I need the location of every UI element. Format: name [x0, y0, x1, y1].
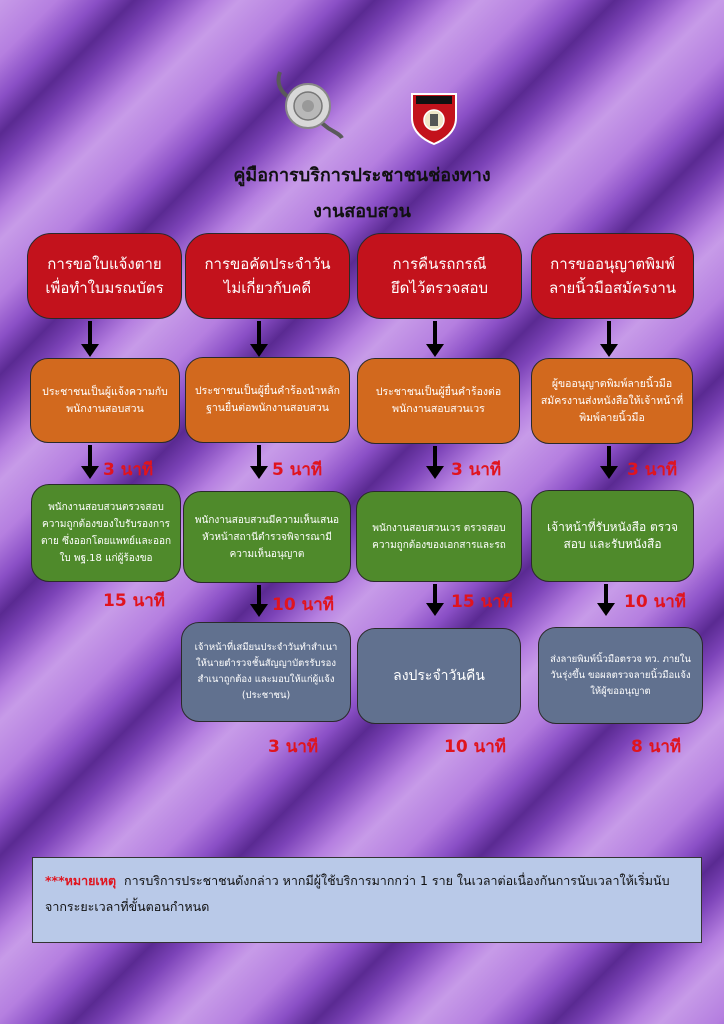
flow-arrow: [88, 445, 92, 467]
step-box: เจ้าหน้าที่รับหนังสือ ตรวจสอบ และรับหนังสือ: [531, 490, 694, 582]
step-time: 3 นาที: [103, 460, 154, 480]
flow-arrow: [433, 446, 437, 467]
step-box: ผู้ขออนุญาตพิมพ์ลายนิ้วมือสมัครงานส่งหนังสือให้เจ้าหน้าที่พิมพ์ลายนิ้วมือ: [531, 358, 693, 444]
step-box: ประชาชนเป็นผู้ยื่นคำร้องนำหลักฐานยื่นต่อพนักงานสอบสวน: [185, 357, 350, 443]
step-time: 8 นาที: [631, 737, 682, 757]
step-box: ลงประจำวันคืน: [357, 628, 521, 724]
step-box: พนักงานสอบสวนเวร ตรวจสอบความถูกต้องของเอกสารและรถ: [356, 491, 522, 582]
flow-arrow: [607, 446, 611, 467]
service-title-daily-record: การขอคัดประจำวัน ไม่เกี่ยวกับคดี: [185, 233, 350, 319]
step-time: 5 นาที: [272, 460, 323, 480]
flow-arrow: [257, 585, 261, 605]
service-title-fingerprint: การขออนุญาตพิมพ์ ลายนิ้วมือสมัครงาน: [531, 233, 694, 319]
step-box: พนักงานสอบสวนมีความเห็นเสนอหัวหน้าสถานีตำรวจพิจารณามีความเห็นอนุญาต: [183, 491, 351, 583]
step-box: เจ้าหน้าที่เสมียนประจำวันทำสำเนาให้นายตำรวจชั้นสัญญาบัตรรับรองสำเนาถูกต้อง และมอบให้แก่ผู้แจ้ง (ประชาชน): [181, 622, 351, 722]
flow-arrow: [88, 321, 92, 345]
step-time: 3 นาที: [451, 460, 502, 480]
flow-arrow: [433, 584, 437, 604]
service-title-vehicle-return: การคืนรถกรณี ยึดไว้ตรวจสอบ: [357, 233, 522, 319]
flow-arrow: [257, 321, 261, 345]
service-title-death-certificate: การขอใบแจ้งตาย เพื่อทำใบมรณบัตร: [27, 233, 182, 319]
step-time: 10 นาที: [272, 595, 334, 615]
flow-arrow: [607, 321, 611, 345]
remark-text: การบริการประชาชนดังกล่าว หากมีผู้ใช้บริการมากกว่า 1 ราย ในเวลาต่อเนื่องกันการนับเวลาให้เริ่มนับจากระยะเวลาที่ขั้นตอนกำหนด: [45, 873, 670, 914]
step-time: 10 นาที: [444, 737, 506, 757]
page-title-line1: คู่มือการบริการประชาชนช่องทาง: [233, 165, 491, 186]
step-time: 15 นาที: [451, 592, 513, 612]
step-time: 10 นาที: [624, 592, 686, 612]
page-title-line2: งานสอบสวน: [313, 201, 411, 222]
flow-arrow: [257, 445, 261, 467]
police-badge-icon: [408, 88, 460, 146]
step-time: 3 นาที: [268, 737, 319, 757]
step-box: ประชาชนเป็นผู้ยื่นคำร้องต่อพนักงานสอบสวนเวร: [357, 358, 520, 444]
step-box: ประชาชนเป็นผู้แจ้งความกับพนักงานสอบสวน: [30, 358, 180, 443]
step-box: ส่งลายพิมพ์นิ้วมือตรวจ ทว. ภายในวันรุ่งขึ้น ขอผลตรวจลายนิ้วมือแจ้งให้ผู้ขออนุญาต: [538, 627, 703, 724]
police-emblem-icon: [268, 68, 346, 140]
remark-label: ***หมายเหตุ: [45, 873, 117, 888]
flow-arrow: [433, 321, 437, 345]
step-time: 3 นาที: [627, 460, 678, 480]
step-time: 15 นาที: [103, 591, 165, 611]
flow-arrow: [604, 584, 608, 604]
remark-note: [32, 857, 702, 943]
step-box: พนักงานสอบสวนตรวจสอบความถูกต้องของใบรับรองการตาย ซึ่งออกโดยแพทย์และออกใบ พฐ.18 แก่ผู้ร้องขอ: [31, 484, 181, 582]
